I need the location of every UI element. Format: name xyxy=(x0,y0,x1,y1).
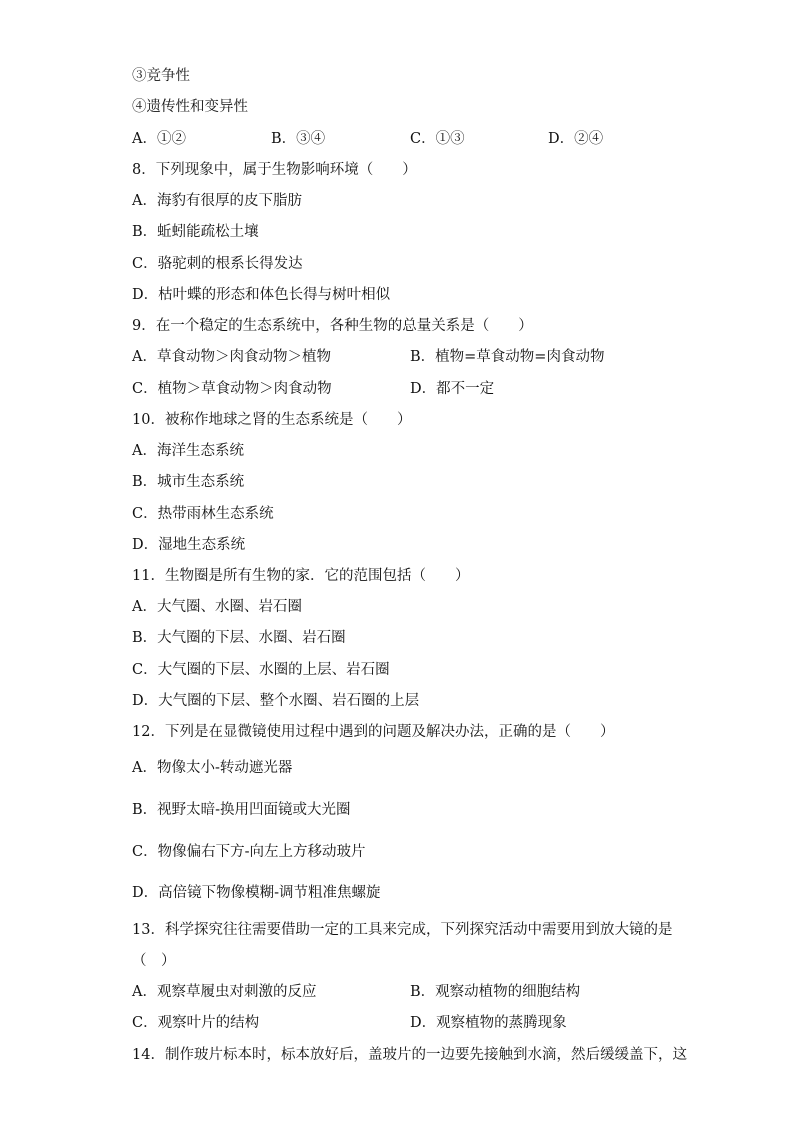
carry-option-b: B．③④ xyxy=(271,131,326,147)
question-11-option-c: C．大气圈的下层、水圈的上层、岩石圈 xyxy=(132,662,390,678)
question-13-option-d: D．观察植物的蒸腾现象 xyxy=(410,1015,567,1031)
question-9-option-d: D．都不一定 xyxy=(410,381,495,397)
question-13-option-c: C．观察叶片的结构 xyxy=(132,1015,260,1031)
question-12-option-a: A．物像太小-转动遮光器 xyxy=(132,760,293,776)
question-13-option-b: B．观察动植物的细胞结构 xyxy=(410,984,581,1000)
question-11-option-a: A．大气圈、水圈、岩石圈 xyxy=(132,599,302,615)
question-12-option-c: C．物像偏右下方-向左上方移动玻片 xyxy=(132,844,366,860)
question-10-option-a: A．海洋生态系统 xyxy=(132,443,244,459)
question-8-option-c: C．骆驼刺的根系长得发达 xyxy=(132,256,303,272)
question-13-stem: 13．科学探究往往需要借助一定的工具来完成，下列探究活动中需要用到放大镜的是 xyxy=(132,922,673,938)
question-8-stem: 8．下列现象中，属于生物影响环境（ ） xyxy=(132,162,417,178)
carry-option-c: C．①③ xyxy=(410,131,465,147)
question-12-stem: 12．下列是在显微镜使用过程中遇到的问题及解决办法，正确的是（ ） xyxy=(132,724,615,740)
question-11-option-b: B．大气圈的下层、水圈、岩石圈 xyxy=(132,630,346,646)
question-10-option-b: B．城市生态系统 xyxy=(132,474,245,490)
question-8-option-d: D．枯叶蝶的形态和体色长得与树叶相似 xyxy=(132,287,391,303)
question-8-option-a: A．海豹有很厚的皮下脂肪 xyxy=(132,193,302,209)
question-9-option-c: C．植物＞草食动物＞肉食动物 xyxy=(132,381,332,397)
question-13-stem-continued: （ ） xyxy=(132,953,176,969)
question-10-stem: 10．被称作地球之肾的生态系统是（ ） xyxy=(132,412,412,428)
question-12-option-b: B．视野太暗-换用凹面镜或大光圈 xyxy=(132,802,351,818)
question-8-option-b: B．蚯蚓能疏松土壤 xyxy=(132,224,259,240)
carry-item-4: ④遗传性和变异性 xyxy=(132,99,248,115)
carry-item-3: ③竞争性 xyxy=(132,68,190,84)
question-11-stem: 11．生物圈是所有生物的家．它的范围包括（ ） xyxy=(132,568,470,584)
carry-option-d: D．②④ xyxy=(548,131,604,147)
question-13-option-a: A．观察草履虫对刺激的反应 xyxy=(132,984,317,1000)
question-10-option-c: C．热带雨林生态系统 xyxy=(132,506,274,522)
question-9-option-a: A．草食动物＞肉食动物＞植物 xyxy=(132,349,331,365)
question-14-stem: 14．制作玻片标本时，标本放好后，盖玻片的一边要先接触到水滴，然后缓缓盖下，这 xyxy=(132,1047,687,1063)
carry-option-a: A．①② xyxy=(132,131,186,147)
question-9-option-b: B．植物=草食动物=肉食动物 xyxy=(410,349,605,365)
question-11-option-d: D．大气圈的下层、整个水圈、岩石圈的上层 xyxy=(132,693,420,709)
question-9-stem: 9．在一个稳定的生态系统中，各种生物的总量关系是（ ） xyxy=(132,318,533,334)
question-10-option-d: D．湿地生态系统 xyxy=(132,537,246,553)
question-12-option-d: D．高倍镜下物像模糊-调节粗准焦螺旋 xyxy=(132,885,381,901)
